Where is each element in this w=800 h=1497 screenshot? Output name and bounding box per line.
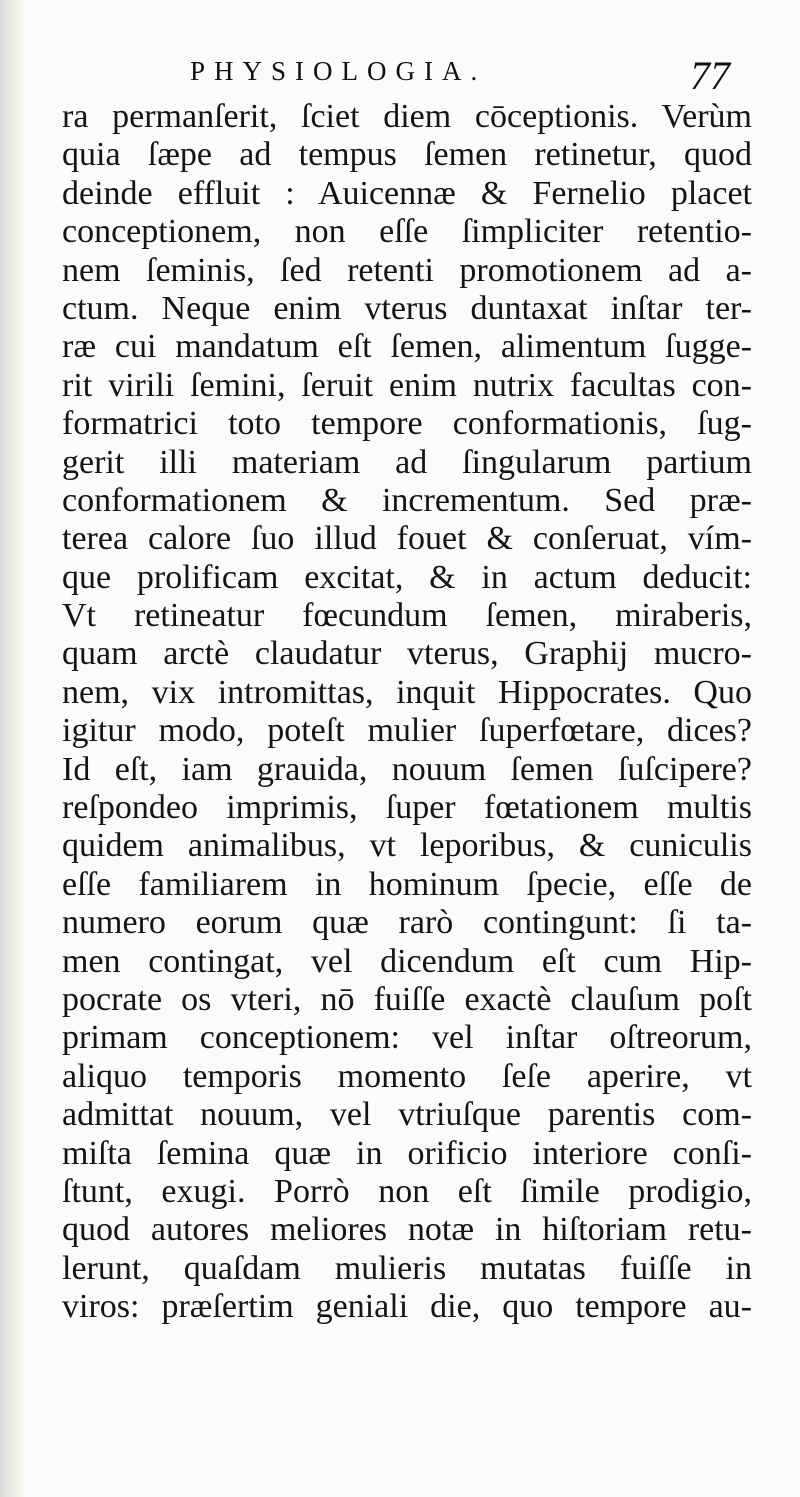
text-line: quidem animalibus, vt leporibus, & cuniculis: [62, 827, 752, 865]
text-line: Vt retineatur fœcundum ſemen, miraberis,: [62, 597, 752, 635]
text-line: deinde effluit : Auicennæ & Fernelio placet: [62, 174, 752, 212]
text-line: ra permanſerit, ſciet diem cōceptionis. Verùm: [62, 98, 752, 135]
text-line: igitur modo, poteſt mulier ſuperfœtare, dices?: [62, 712, 752, 750]
text-line: que prolificam excitat, & in actum deducit:: [62, 558, 752, 596]
text-line: quam arctè claudatur vterus, Graphij mucro-: [62, 635, 752, 673]
text-line: numero eorum quæ rarò contingunt: ſi ta-: [62, 904, 752, 942]
text-line: lerunt, quaſdam mulieris mutatas fuiſſe in: [62, 1249, 752, 1287]
text-line: quod autores meliores notæ in hiſtoriam retu-: [62, 1211, 752, 1249]
text-line: eſſe familiarem in hominum ſpecie, eſſe de: [62, 865, 752, 903]
text-line: viros: præſertim geniali die, quo tempore au-: [62, 1288, 752, 1326]
body-text: [62, 98, 752, 1327]
text-line: nem ſeminis, ſed retenti promotionem ad a-: [62, 251, 752, 289]
text-line: terea calore ſuo illud fouet & conſeruat, vím-: [62, 520, 752, 558]
text-line: nem, vix intromittas, inquit Hippocrates. Quo: [62, 673, 752, 711]
text-line: men contingat, vel dicendum eſt cum Hip-: [62, 942, 752, 980]
text-line: pocrate os vteri, nō fuiſſe exactè clauſum poſt: [62, 980, 752, 1018]
text-line: conformationem & incrementum. Sed præ-: [62, 481, 752, 519]
text-line: Id eſt, iam grauida, nouum ſemen ſuſcipere?: [62, 750, 752, 788]
running-title: PHYSIOLOGIA.: [190, 56, 487, 86]
page-header: [190, 52, 750, 102]
text-line: formatrici toto tempore conformationis, ſug-: [62, 405, 752, 443]
page-gutter-shadow: [0, 0, 26, 1497]
text-line: quia ſæpe ad tempus ſemen retinetur, quod: [62, 136, 752, 174]
page-number: 77: [690, 53, 730, 98]
text-line: primam conceptionem: vel inſtar oſtreorum,: [62, 1019, 752, 1057]
text-line: ſtunt, exugi. Porrò non eſt ſimile prodigio,: [62, 1172, 752, 1210]
text-line: miſta ſemina quæ in orificio interiore conſi-: [62, 1134, 752, 1172]
text-line: gerit illi materiam ad ſingularum partium: [62, 443, 752, 481]
text-line: admittat nouum, vel vtriuſque parentis com-: [62, 1096, 752, 1134]
text-line: reſpondeo imprimis, ſuper fœtationem multis: [62, 789, 752, 827]
text-line: aliquo temporis momento ſeſe aperire, vt: [62, 1057, 752, 1095]
text-line: conceptionem, non eſſe ſimpliciter retentio-: [62, 213, 752, 251]
text-line: ræ cui mandatum eſt ſemen, alimentum ſugge-: [62, 328, 752, 366]
text-line: rit virili ſemini, ſeruit enim nutrix facultas con-: [62, 366, 752, 404]
text-line: ctum. Neque enim vterus duntaxat inſtar ter-: [62, 289, 752, 327]
